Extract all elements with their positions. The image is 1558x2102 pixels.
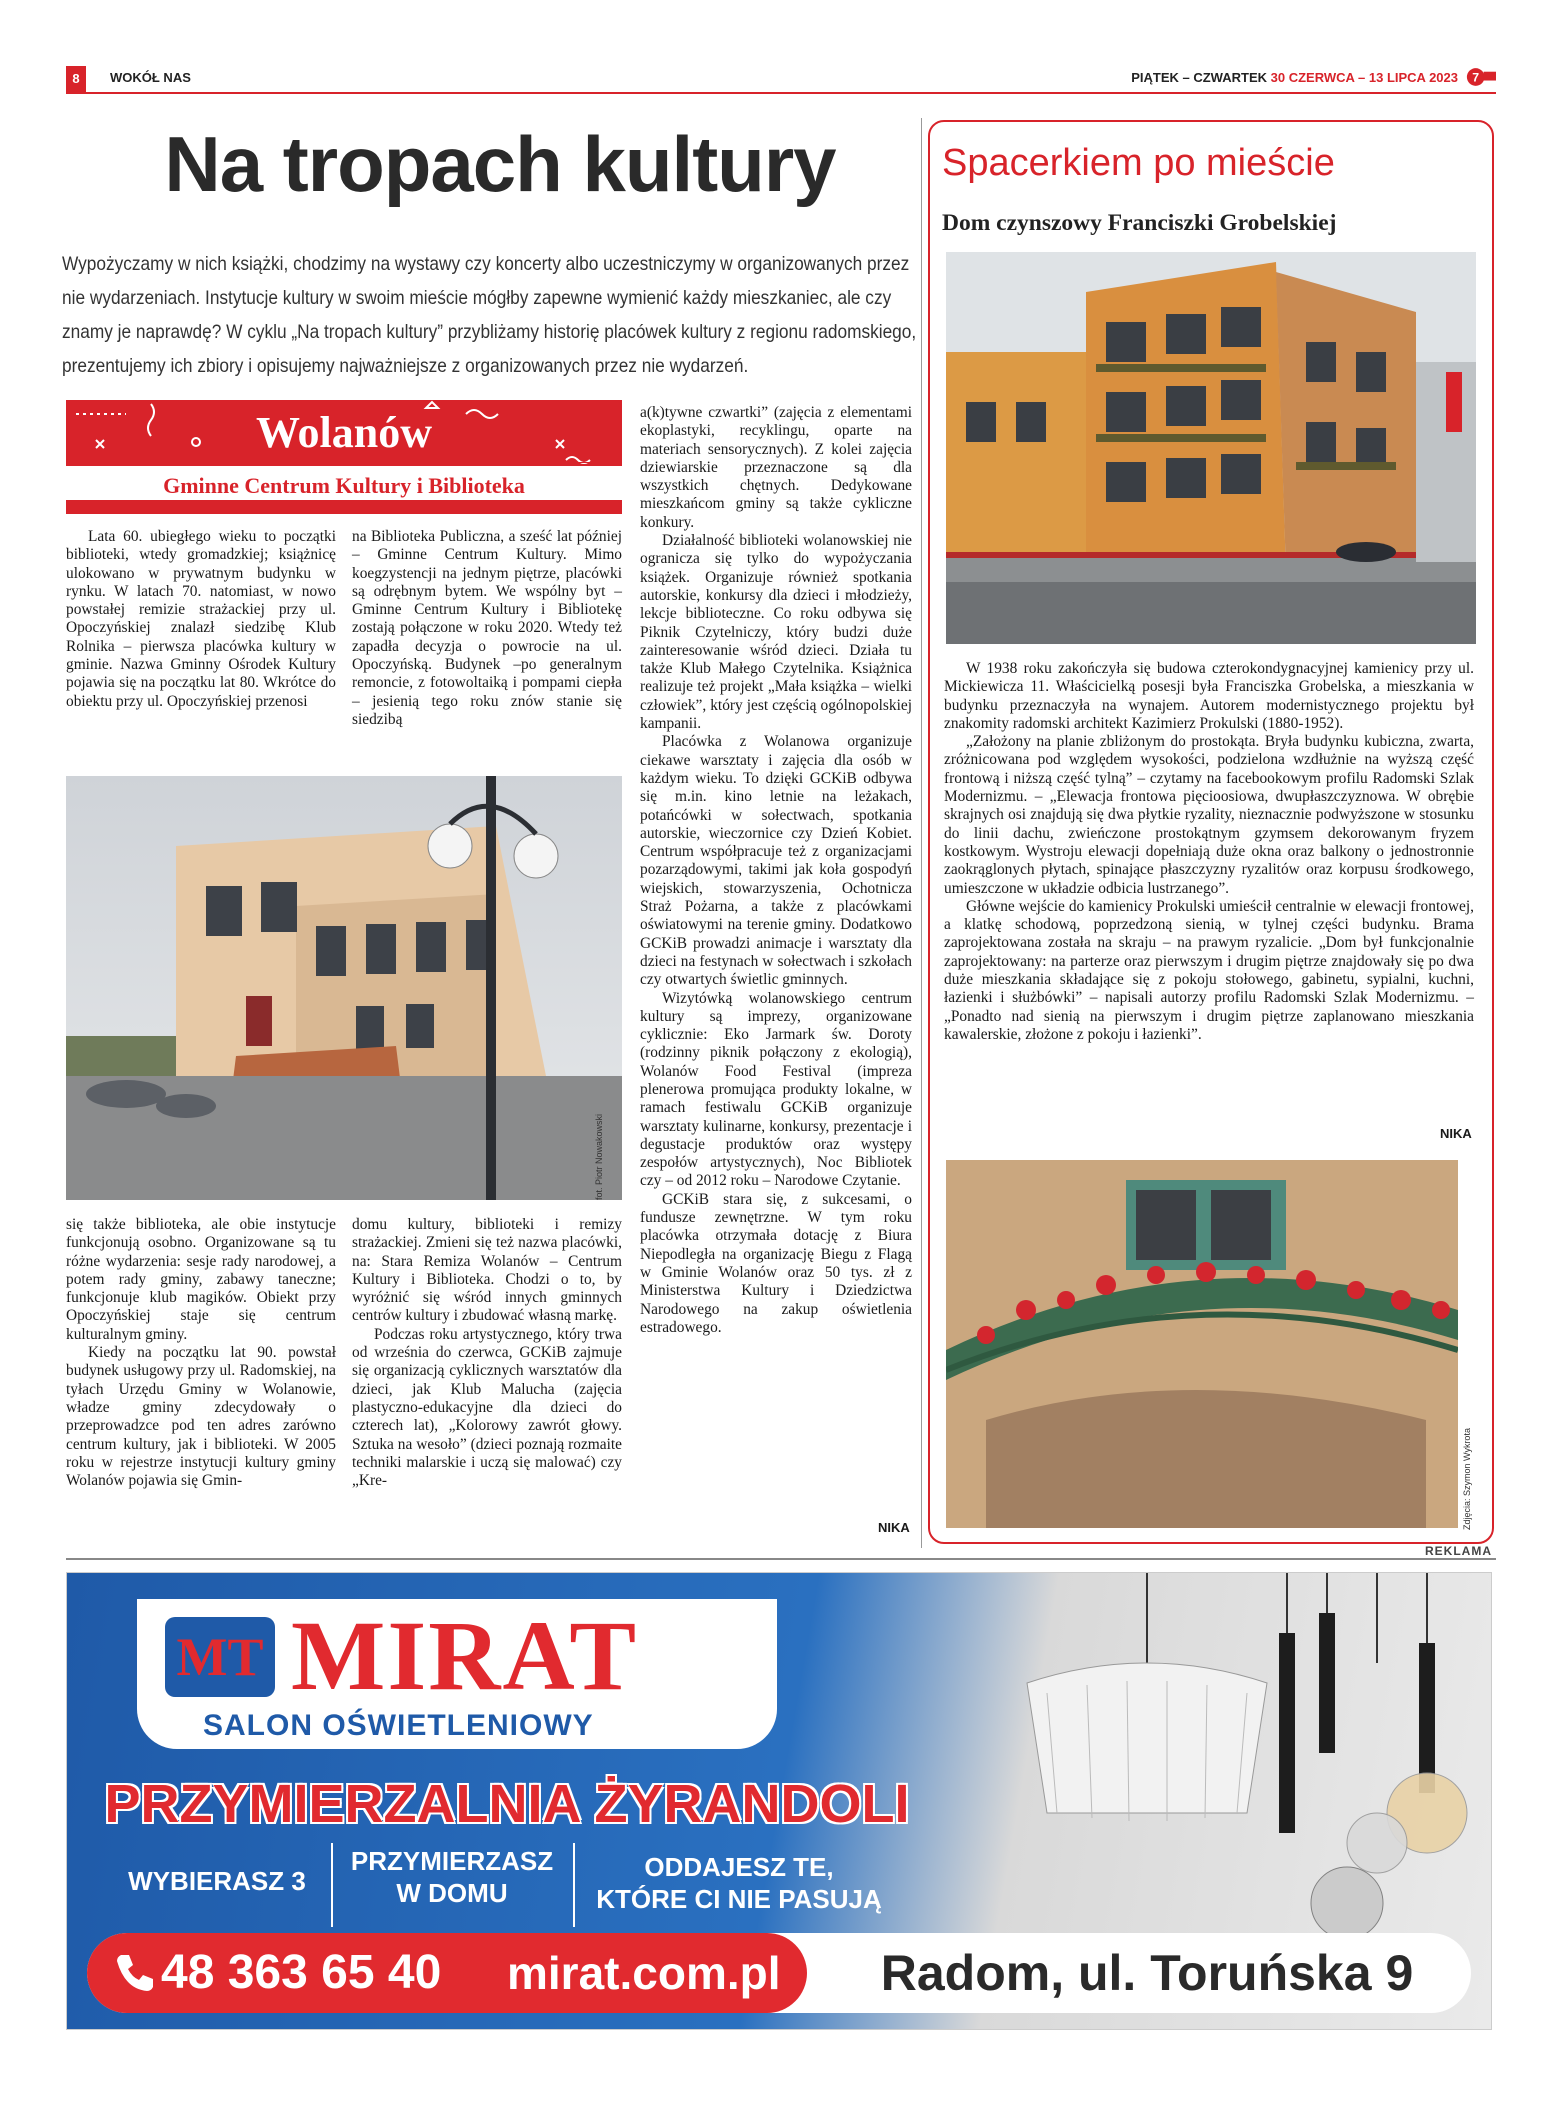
paragraph: GCKiB stara się, z sukcesami, o fundusze zewnętrzne. W tym roku placówka otrzymała dotację z Biura Niepodległa na organizację Biegu z Flagą w Gminie Wolanów oraz 50 tys. zł z Ministerstwa Kultury i Dziedzictwa Narodowego na zakup oświetlenia estradowego. [640, 1190, 912, 1336]
paragraph: „Założony na planie zbliżonym do prostokąta. Bryła budynku kubiczna, zwarta, zróżnicowana pod względem wysokości, podzielona wzdłużnie na wyższą część frontową i niższą część tylną” – czytamy na facebookowym profilu Radomski Szlak Modernizmu. – „Elewacja frontowa pięcioosiowa, dwupłaszczyznowa. W obrębie skrajnych osi znajdują się dwa płytkie ryzality, nieznacznie podwyższone w stosunku do linii dachu, zwieńczone prostokątnym gzymsem dekorowanym fryzem kostkowym. Wystroju elewacji dopełniają duże okna oraz balkony o jednostronnie zaokrąglonych płytach, spinające płaszczyzny ryzalitów oraz korpusu środkowego, umieszczone w układzie odbicia lustrzanego”. [944, 733, 1474, 897]
paragraph: W 1938 roku zakończyła się budowa czterokondygnacyjnej kamienicy przy ul. Mickiewicza 11. Właścicielką posesji była Franciszka Grobelska, a mieszkania w budynku przeznaczyła na wynajem. Autorem modernistycznego projektu był znakomity radomski architekt Kazimierz Prokulski (1880-1952). [944, 660, 1474, 732]
sidebar-subheading: Dom czynszowy Franciszki Grobelskiej [942, 210, 1337, 236]
phone-icon [111, 1951, 155, 1995]
ad-step-3-line-1: ODDAJESZ TE, [644, 1852, 834, 1882]
ad-phone[interactable]: 48 363 65 40 [161, 1946, 442, 1999]
banner-divider [66, 462, 622, 463]
article-column-1-top [66, 528, 336, 711]
ad-label: REKLAMA [1425, 1544, 1492, 1558]
ad-step-1: WYBIERASZ 3 [128, 1866, 306, 1896]
issue-date [1131, 70, 1458, 85]
ad-step-3 [579, 1851, 899, 1915]
mirat-advertisement [66, 1572, 1492, 2030]
paragraph: Działalność biblioteki wolanowskiej nie ogranicza się tylko do wypożyczania książek. Organizuje również spotkania autorskie, konkursy dla dzieci i młodzieży, lekcje biblioteczne. Co roku odbywa się Piknik Czytelniczy, który budzi duże zainteresowanie wśród dzieci. Działa tu także Klub Małego Czytelnika. Książnica realizuje też projekt „Mała książka – wielki człowiek”, który jest częścią ogólnopolskiej kampanii. [640, 532, 912, 733]
article-signature: NIKA [878, 1520, 910, 1535]
7dni-logo-icon [1466, 66, 1496, 88]
ad-step-2-line-1: PRZYMIERZASZ [350, 1846, 554, 1876]
photo-credit-text: fot. Piotr Nowakowski [594, 1113, 604, 1200]
chandelier-icon [947, 1573, 1491, 1973]
wolanow-building-photo [66, 776, 622, 1200]
photo-credit-2 [1462, 1428, 1474, 1530]
column-divider [921, 118, 922, 1548]
sidebar-text [944, 660, 1474, 1044]
paragraph: a(k)tywne czwartki” (zajęcia z elementami ekoplastyki, recyklingu, oparte na materiach sensorycznych). Z kolei zajęcia dziewiarskie przeznaczone są dla wszystkich chętnych. Dedykowane mieszkańcom gminy są także cykliczne konkury. [640, 404, 912, 531]
sidebar-heading: Spacerkiem po mieście [942, 142, 1335, 184]
paragraph: Kiedy na początku lat 90. powstał budynek usługowy przy ul. Radomskiej, na tyłach Urzędu Gminy w Wolanowie, władze gminy zdecydowały o przeprowadzce pod ten adres zarówno centrum kultury, jak i biblioteki. W 2005 roku w rejestrze instytucji kultury gminy Wolanów pojawia się Gmin- [66, 1344, 336, 1490]
paragraph: się także biblioteka, ale obie instytucje funkcjonują osobno. Organizowane są tu różne wydarzenia: sesje rady narodowej, a potem rady gminy, zabawy taneczne; funkcjonuje klub magików. Obiekt przy Opoczyńskiej staje się centrum kulturalnym gminy. [66, 1216, 336, 1343]
date-range: 30 CZERWCA – 13 LIPCA 2023 [1270, 70, 1458, 85]
article-lead: Wypożyczamy w nich książki, chodzimy na wystawy czy koncerty albo uczestniczymy w organizowanych przez nie wydarzeniach. Instytucje kultury w swoim mieście mógłby zapewne wymienić każdy mieszkaniec, ale czy znamy je naprawdę? W cyklu „Na tropach kultury” przybliżamy historię placówek kultury z regionu radomskiego, prezentujemy ich zbiory i opisujemy najważniejsze z organizowanych przez nie wydarzeń. [62, 254, 917, 377]
ad-step-divider [573, 1843, 575, 1927]
paragraph: Podczas roku artystycznego, który trwa od września do czerwca, GCKiB zajmuje się organizacją cyklicznych warsztatów dla dzieci, jak Klub Malucha (zajęcia plastyczno-edukacyjne dla dzieci do czterech lat), „Kolorowy zawrót głowy. Sztuka na wesoło” (dzieci poznają rozmaite techniki malarskie i uczą się malować) czy „Kre- [352, 1325, 622, 1490]
ad-brand: MIRAT [291, 1600, 639, 1711]
ad-step-3-line-2: KTÓRE CI NIE PASUJĄ [596, 1884, 882, 1914]
banner-title: Wolanów [255, 408, 433, 457]
banner-subtitle: Gminne Centrum Kultury i Biblioteka [163, 473, 525, 498]
mt-logo-letters: MT [176, 1627, 264, 1687]
paragraph: domu kultury, biblioteki i remizy strażackiej. Zmieni się też nazwa placówki, na: Stara Remiza Wolanów – Centrum Kultury i Biblioteka. Chodzi o to, by wyróżnić się wśród innych gminnych centrów kultury i zbudować własną markę. [352, 1216, 622, 1325]
building-photo-image [66, 776, 622, 1200]
svg-text:7: 7 [1472, 70, 1480, 85]
balcony-photo-image [946, 1160, 1458, 1528]
header-rule [66, 92, 1496, 94]
banner-bottom-bar [66, 500, 622, 514]
paragraph: na Biblioteka Publiczna, a sześć lat później – Gminne Centrum Kultury. Mimo koegzystencji na jednym piętrze, placówki są odrębnym bytem. We wspólny byt – Gminne Centrum Kultury i Bibliotekę zostają połączone w roku 2020. Wtedy też zapadła decyzja o powrocie na ul. Opoczyńską. Budynek –po generalnym remoncie, z fotowoltaiką i pompami ciepła – jesienią tego roku znów stanie się siedzibą [352, 528, 622, 728]
article-column-2-top [352, 528, 622, 729]
paragraph: Lata 60. ubiegłego wieku to początki biblioteki, wtedy gromadzkiej; książnicę ulokowano w prywatnym budynku w rynku. W latach 70. natomiast, w nowo powstałej remizie strażackiej przy ul. Opoczyńskiej znalazł siedzibę Klub Rolnika – pierwsza placówka kultury w gminie. Nazwa Gminny Ośrodek Kultury pojawia się na początku lat 80. Wkrótce do obiektu przy ul. Opoczyńskiej przenosi [66, 528, 336, 710]
ad-rule [66, 1558, 1496, 1560]
paragraph: Placówka z Wolanowa organizuje ciekawe warsztaty i zajęcia dla osób w każdym wieku. To dzięki GCKiB odbywa się m.in. kino letnie na leżakach, potańcówki w sołectwach, spotkania autorskie, wieczornice czy Dzień Kobiet. Centrum współpracuje też z organizacjami pozarządowymi, takimi jak koła gospodyń wiejskich, stowarzyszenia, Ochotnicza Straż Pożarna, a także z placówkami oświatowymi na terenie gminy. Dodatkowo GCKiB prowadzi animacje i warsztaty dla dzieci na festynach w sołectwach i szkołach czy otwartych świetlic gminnych. [640, 733, 912, 989]
paragraph: Główne wejście do kamienicy Prokulski umieścił centralnie w elewacji frontowej, a klatkę schodową, poprzedzoną sienią, w tylnej części budynku. Brama zaprojektowana została na skraju – na prawym ryzalicie. „Dom był funkcjonalnie zaprojektowany: na parterze oraz pierwszym i drugim piętrze znajdowały się po dwa duże mieszkania składające się z pokoju stołowego, gabinetu, sypialni, kuchni, łazienki i służbówki” – napisali autorzy profilu Radomski Szlak Modernizmu. – „Ponadto nad sienią na pierwszym i drugim piętrze zaplanowano mieszkania kawalerskie, złożone z pokoju i łazienki”. [944, 897, 1474, 1043]
article-title: Na tropach kultury [164, 120, 836, 208]
ad-tagline: SALON OŚWIETLENIOWY [203, 1709, 594, 1742]
balcony-photo [946, 1160, 1458, 1528]
ad-address: Radom, ul. Toruńska 9 [880, 1945, 1414, 2001]
date-prefix: PIĄTEK – CZWARTEK [1131, 70, 1271, 85]
section-name: WOKÓŁ NAS [110, 70, 191, 85]
tenement-house-photo [946, 252, 1476, 644]
page-number: 8 [66, 66, 86, 92]
ad-headline: PRZYMIERZALNIA ŻYRANDOLI [104, 1774, 910, 1834]
article-column-2-bottom [352, 1216, 622, 1490]
photo-credit-text: Zdjęcia: Szymon Wykrota [1462, 1428, 1472, 1530]
article-column-3 [640, 404, 912, 1337]
photo-credit-1 [594, 1113, 606, 1200]
paragraph: Wizytówką wolanowskiego centrum kultury są imprezy, organizowane cyklicznie: Eko Jarmark św. Doroty (rodzinny piknik połączony z ekologią), Wolanów Food Festival (impreza plenerowa promująca produkty lokalne, w ramach festiwalu GCKiB organizuje warsztaty kulinarne, konkursy, prezentacje i degustacje produktów oraz występy zespołów artystycznych), Noc Bibliotek czy – od 2012 roku – Narodowe Czytanie. [640, 989, 912, 1190]
article-column-1-bottom [66, 1216, 336, 1490]
sidebar-signature: NIKA [1440, 1126, 1472, 1141]
ad-step-2 [337, 1845, 567, 1909]
tenement-photo-image [946, 252, 1476, 644]
ad-website[interactable]: mirat.com.pl [507, 1947, 781, 1999]
ad-step-divider [331, 1843, 333, 1927]
ad-step-2-line-2: W DOMU [396, 1878, 508, 1908]
